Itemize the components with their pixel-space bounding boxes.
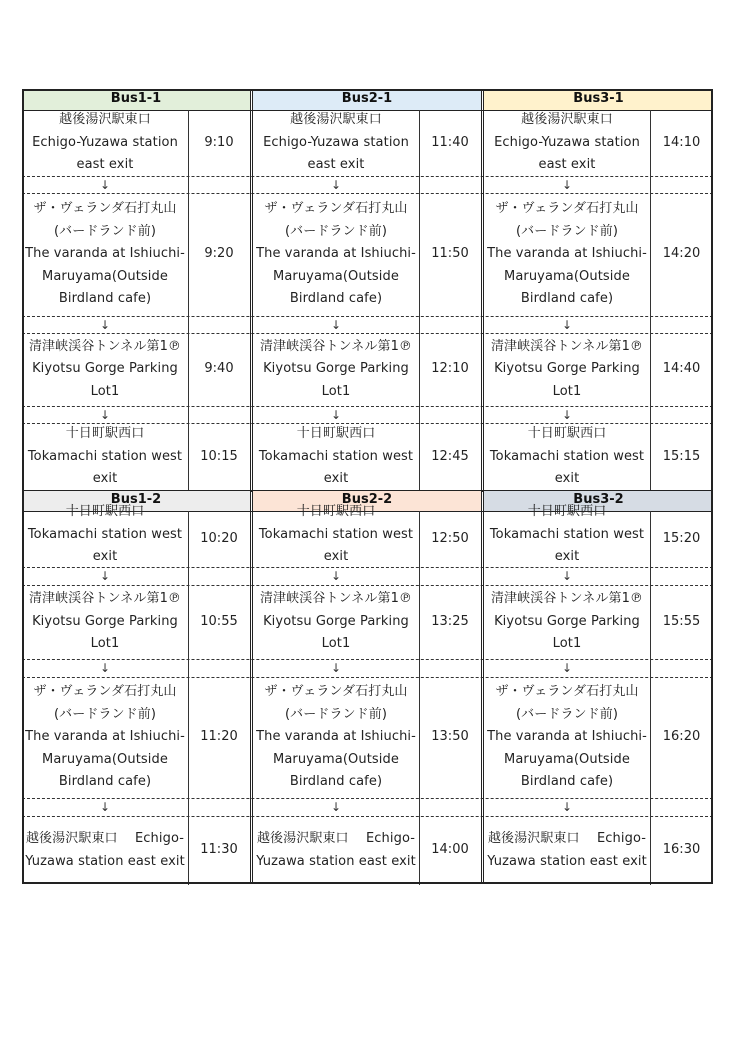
table-border	[22, 89, 713, 884]
down-arrow-icon: ↓	[99, 407, 111, 422]
departure-time: 11:30	[200, 842, 238, 858]
stop-name: ザ・ヴェランダ石打丸山 (バードランド前) The varanda at Ishiuchi- Maruyama(Outside Birdland cafe)	[256, 684, 416, 790]
departure-time: 15:55	[662, 613, 701, 629]
departure-time: 16:30	[662, 842, 701, 858]
down-arrow-icon: ↓	[99, 800, 111, 814]
stop-name: 十日町駅西口 Tokamachi station west exit	[489, 426, 645, 487]
departure-time: 14:00	[431, 842, 469, 858]
stop-name: 十日町駅西口 Tokamachi station west exit	[258, 426, 414, 487]
departure-time: 9:20	[204, 246, 234, 262]
bus-timetable	[22, 89, 713, 884]
down-arrow-icon: ↓	[330, 317, 342, 332]
departure-time: 13:25	[431, 613, 469, 629]
departure-time: 12:45	[431, 448, 469, 464]
down-arrow-icon: ↓	[99, 177, 111, 192]
stop-name: 清津峡渓谷トンネル第1℗ Kiyotsu Gorge Parking Lot1	[490, 338, 644, 399]
stop-name: 清津峡渓谷トンネル第1℗ Kiyotsu Gorge Parking Lot1	[259, 591, 413, 652]
stop-name: 十日町駅西口 Tokamachi station west exit	[489, 504, 645, 564]
stop-name: ザ・ヴェランダ石打丸山 (バードランド前) The varanda at Ishiuchi- Maruyama(Outside Birdland cafe)	[487, 201, 647, 307]
departure-time: 11:50	[431, 246, 469, 262]
down-arrow-icon: ↓	[330, 800, 342, 814]
departure-time: 10:20	[200, 530, 238, 546]
stop-name: 越後湯沢駅東口 Echigo- Yuzawa station east exit	[25, 831, 185, 869]
departure-time: 9:40	[204, 361, 234, 377]
departure-time: 12:10	[431, 361, 469, 377]
bus-header: Bus1-2	[22, 490, 250, 511]
bus-header: Bus3-2	[484, 490, 713, 511]
departure-time: 15:20	[662, 530, 701, 546]
departure-time: 14:10	[662, 134, 701, 150]
departure-time: 12:50	[431, 530, 469, 546]
departure-time: 10:55	[200, 613, 238, 629]
departure-time: 14:40	[662, 361, 701, 377]
stop-name: ザ・ヴェランダ石打丸山 (バードランド前) The varanda at Ishiuchi- Maruyama(Outside Birdland cafe)	[25, 684, 185, 790]
down-arrow-icon: ↓	[561, 661, 573, 675]
departure-time: 11:20	[200, 729, 238, 745]
departure-time: 14:20	[662, 246, 701, 262]
stop-name: 清津峡渓谷トンネル第1℗ Kiyotsu Gorge Parking Lot1	[28, 338, 182, 399]
down-arrow-icon: ↓	[99, 569, 111, 583]
stop-name: 十日町駅西口 Tokamachi station west exit	[27, 504, 183, 564]
stop-name: ザ・ヴェランダ石打丸山 (バードランド前) The varanda at Ishiuchi- Maruyama(Outside Birdland cafe)	[256, 201, 416, 307]
departure-time: 15:15	[662, 448, 701, 464]
down-arrow-icon: ↓	[330, 407, 342, 422]
departure-time: 10:15	[200, 448, 238, 464]
stop-name: 清津峡渓谷トンネル第1℗ Kiyotsu Gorge Parking Lot1	[28, 591, 182, 652]
stop-name: 越後湯沢駅東口 Echigo-Yuzawa station east exit	[263, 112, 409, 173]
stop-name: ザ・ヴェランダ石打丸山 (バードランド前) The varanda at Ishiuchi- Maruyama(Outside Birdland cafe)	[25, 201, 185, 307]
bus-header: Bus1-1	[22, 89, 250, 110]
stop-name: 十日町駅西口 Tokamachi station west exit	[27, 426, 183, 487]
down-arrow-icon: ↓	[330, 661, 342, 675]
stop-name: 清津峡渓谷トンネル第1℗ Kiyotsu Gorge Parking Lot1	[259, 338, 413, 399]
stop-name: 越後湯沢駅東口 Echigo-Yuzawa station east exit	[32, 112, 178, 173]
down-arrow-icon: ↓	[99, 317, 111, 332]
bus-header: Bus3-1	[484, 89, 713, 110]
down-arrow-icon: ↓	[561, 800, 573, 814]
stop-name: 越後湯沢駅東口 Echigo- Yuzawa station east exit	[256, 831, 416, 869]
down-arrow-icon: ↓	[561, 177, 573, 192]
departure-time: 16:20	[662, 729, 701, 745]
down-arrow-icon: ↓	[561, 569, 573, 583]
departure-time: 13:50	[431, 729, 469, 745]
down-arrow-icon: ↓	[330, 177, 342, 192]
down-arrow-icon: ↓	[330, 569, 342, 583]
departure-time: 11:40	[431, 134, 469, 150]
departure-time: 9:10	[204, 134, 234, 150]
bus-header: Bus2-2	[253, 490, 481, 511]
stop-name: 越後湯沢駅東口 Echigo- Yuzawa station east exit	[487, 831, 647, 869]
down-arrow-icon: ↓	[561, 317, 573, 332]
down-arrow-icon: ↓	[561, 407, 573, 422]
stop-name: 清津峡渓谷トンネル第1℗ Kiyotsu Gorge Parking Lot1	[490, 591, 644, 652]
stop-name: ザ・ヴェランダ石打丸山 (バードランド前) The varanda at Ishiuchi- Maruyama(Outside Birdland cafe)	[487, 684, 647, 790]
stop-name: 十日町駅西口 Tokamachi station west exit	[258, 504, 414, 564]
bus-header: Bus2-1	[253, 89, 481, 110]
stop-name: 越後湯沢駅東口 Echigo-Yuzawa station east exit	[494, 112, 640, 173]
down-arrow-icon: ↓	[99, 661, 111, 675]
